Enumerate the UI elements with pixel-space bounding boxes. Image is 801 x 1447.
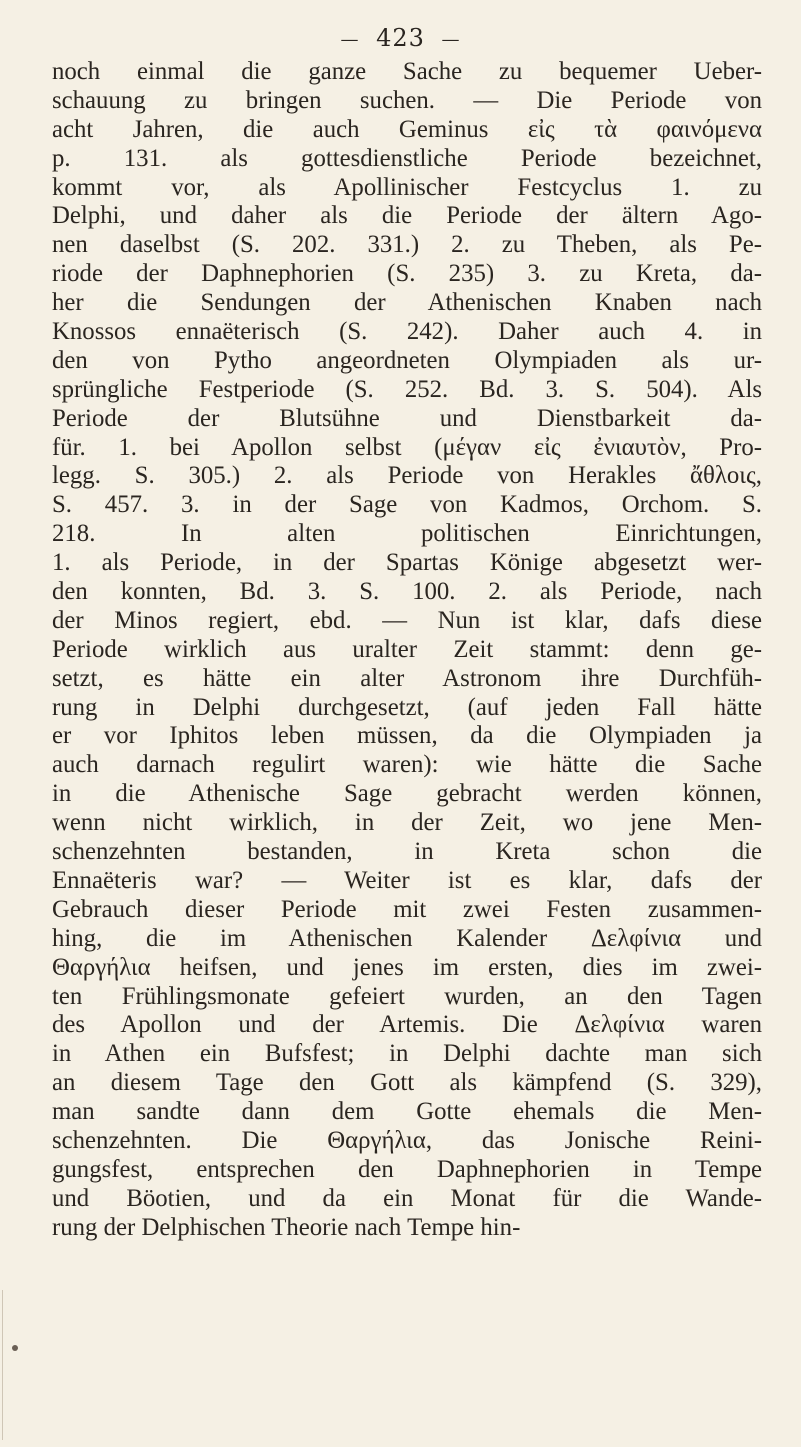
page-edge-shadow	[2, 1290, 3, 1440]
text-line: an diesem Tage den Gott als kämpfend (S. 329),	[52, 1069, 762, 1097]
text-line: 1. als Periode, in der Spartas Könige abgesetzt wer-	[52, 549, 762, 577]
text-line: noch einmal die ganze Sache zu bequemer Ueber-	[52, 58, 762, 85]
text-line: für. 1. bei Apollon selbst (μέγαν εἰς ἐνιαυτὸν, Pro-	[52, 433, 762, 461]
text-line: in Athen ein Bufsfest; in Delphi dachte man sich	[52, 1040, 762, 1068]
text-line: und Böotien, und da ein Monat für die Wande-	[52, 1184, 762, 1212]
text-line: setzt, es hätte ein alter Astronom ihre Durchfüh-	[52, 664, 762, 692]
text-line: in die Athenische Sage gebracht werden können,	[52, 780, 762, 808]
text-line: riode der Daphnephorien (S. 235) 3. zu Kreta, da-	[52, 260, 762, 288]
text-line: des Apollon und der Artemis. Die Δελφίνια waren	[52, 1011, 762, 1039]
text-line: sprüngliche Festperiode (S. 252. Bd. 3. S. 504). Als	[52, 375, 762, 403]
text-line: rung in Delphi durchgesetzt, (auf jeden Fall hätte	[52, 693, 762, 721]
text-line: schenzehnten. Die Θαργήλια, das Jonische Reini-	[52, 1126, 762, 1154]
text-line: auch darnach regulirt waren): wie hätte die Sache	[52, 751, 762, 779]
header-right-ornament: —	[441, 29, 461, 50]
text-line: 218. In alten politischen Einrichtungen,	[52, 520, 762, 548]
text-line: den von Pytho angeordneten Olympiaden als ur-	[52, 346, 762, 374]
text-line: er vor Iphitos leben müssen, da die Olympiaden ja	[52, 722, 762, 750]
text-line: acht Jahren, die auch Geminus εἰς τὰ φαινόμενα	[52, 115, 762, 143]
text-line: wenn nicht wirklich, in der Zeit, wo jene Men-	[52, 809, 762, 837]
text-line: rung der Delphischen Theorie nach Tempe hin-	[52, 1213, 521, 1241]
text-line: Knossos ennaëterisch (S. 242). Daher auch 4. in	[52, 318, 762, 346]
header-left-ornament: —	[340, 29, 360, 50]
page-header	[0, 24, 801, 52]
text-line: schauung zu bringen suchen. — Die Periode von	[52, 86, 762, 114]
text-line: legg. S. 305.) 2. als Periode von Herakles ἄθλοις,	[52, 462, 762, 490]
text-line: schenzehnten bestanden, in Kreta schon die	[52, 838, 762, 866]
text-line: Ennaëteris war? — Weiter ist es klar, dafs der	[52, 866, 762, 894]
text-line: S. 457. 3. in der Sage von Kadmos, Orchom. S.	[52, 491, 762, 519]
text-line: her die Sendungen der Athenischen Knaben nach	[52, 289, 762, 317]
text-line: Delphi, und daher als die Periode der ältern Ago-	[52, 202, 762, 230]
text-line: Gebrauch dieser Periode mit zwei Festen zusammen-	[52, 895, 762, 923]
ink-speck	[12, 1345, 18, 1351]
text-line: ten Frühlingsmonate gefeiert wurden, an den Tagen	[52, 982, 762, 1010]
text-line: den konnten, Bd. 3. S. 100. 2. als Periode, nach	[52, 578, 762, 606]
text-line: Θαργήλια heifsen, und jenes im ersten, dies im zwei-	[52, 953, 762, 981]
text-line: nen daselbst (S. 202. 331.) 2. zu Theben, als Pe-	[52, 231, 762, 259]
body-text	[52, 58, 762, 1243]
text-line: Periode der Blutsühne und Dienstbarkeit da-	[52, 404, 762, 432]
text-line: hing, die im Athenischen Kalender Δελφίνια und	[52, 924, 762, 952]
page-number: 423	[376, 24, 425, 52]
text-line: der Minos regiert, ebd. — Nun ist klar, dafs diese	[52, 606, 762, 634]
text-line: p. 131. als gottesdienstliche Periode bezeichnet,	[52, 144, 762, 172]
text-line: Periode wirklich aus uralter Zeit stammt: denn ge-	[52, 635, 762, 663]
text-line: gungsfest, entsprechen den Daphnephorien in Tempe	[52, 1155, 762, 1183]
text-line: man sandte dann dem Gotte ehemals die Men-	[52, 1098, 762, 1126]
text-line: kommt vor, als Apollinischer Festcyclus 1. zu	[52, 173, 762, 201]
